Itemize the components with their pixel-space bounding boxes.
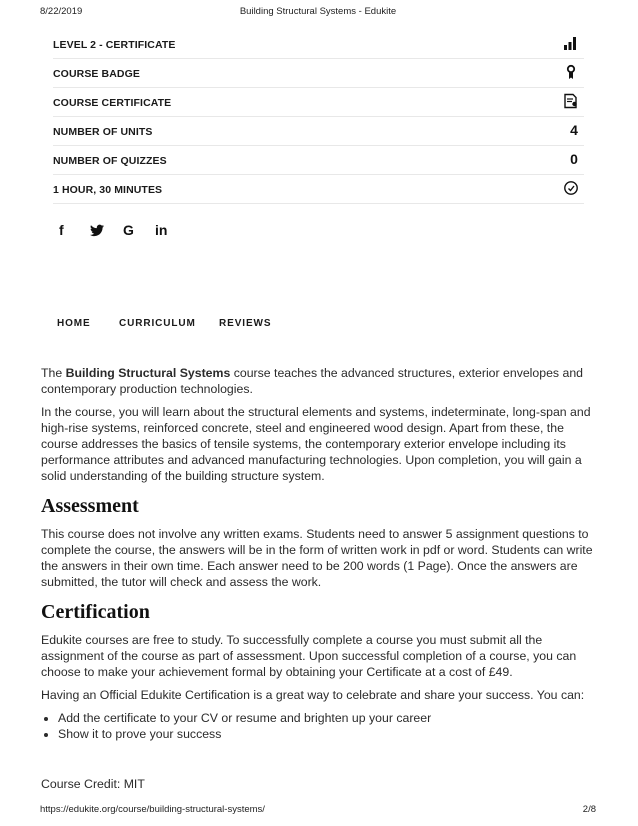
linkedin-icon[interactable]: in (155, 222, 168, 238)
info-row-badge (53, 59, 584, 88)
course-description (41, 365, 593, 742)
duration-label: 1 HOUR, 30 MINUTES (53, 184, 163, 196)
print-footer (40, 804, 596, 818)
tab-reviews[interactable]: REVIEWS (219, 318, 272, 329)
info-row-quizzes (53, 146, 584, 175)
certification-paragraph-1: Edukite courses are free to study. To successfully complete a course you must submit all the assignment of the course as part of assessment. Upon successful completion of a course, you can choose to make your achievement formal by obtaining your Certificate at a cost of £49. (41, 633, 577, 679)
info-row-level (53, 30, 584, 59)
certification-heading: Certification (41, 601, 150, 623)
overview-paragraph: In the course, you will learn about the structural elements and systems, indeterminate, long-span and high-rise systems, reinforced concrete, steel and engineered wood design. Apart from these, the course addresses the basics of tensile systems, the contemporary exterior envelope including its performance attributes and advanced manufacturing technologies. Upon completion, you will gain a solid understanding of the building structure system. (41, 405, 591, 483)
info-row-certificate (53, 88, 584, 117)
course-info-list (53, 30, 584, 204)
print-title: Building Structural Systems - Edukite (239, 6, 397, 17)
bar-chart-icon (563, 35, 579, 51)
clock-icon (563, 180, 579, 196)
badge-label: COURSE BADGE (53, 68, 140, 80)
info-row-units (53, 117, 584, 146)
print-date: 8/22/2019 (40, 6, 83, 17)
assessment-heading: Assessment (41, 495, 139, 517)
google-icon[interactable]: G (123, 222, 134, 238)
info-row-duration (53, 175, 584, 204)
page-url: https://edukite.org/course/building-structural-systems/ (40, 804, 265, 815)
tab-home[interactable]: HOME (57, 318, 91, 329)
quizzes-label: NUMBER OF QUIZZES (53, 155, 167, 167)
tab-curriculum[interactable]: CURRICULUM (119, 318, 196, 329)
page-number: 2/8 (582, 804, 596, 815)
assessment-paragraph: This course does not involve any written exams. Students need to answer 5 assignment questions to complete the course, the answers will be in the form of written work in pdf or word. Students can write the answers in their own time. Each answer need to be 200 words (1 Page). Once the answers are submitted, the tutor will check and assess the work. (41, 527, 593, 589)
list-item: • Show it to prove your success (58, 726, 593, 742)
certificate-label: COURSE CERTIFICATE (53, 97, 172, 109)
twitter-icon[interactable] (90, 224, 104, 237)
certification-benefits-list (41, 710, 593, 742)
units-value: 4 (570, 122, 578, 138)
level-label: LEVEL 2 - CERTIFICATE (53, 39, 176, 51)
course-credit: Course Credit: MIT (41, 777, 145, 791)
badge-icon (563, 64, 579, 80)
course-name: Building Structural Systems (65, 366, 231, 380)
intro-paragraph: The Building Structural Systems course teaches the advanced structures, exterior envelopes and contemporary production technologies. (41, 366, 584, 396)
quizzes-value: 0 (570, 151, 578, 167)
certificate-icon (563, 93, 579, 109)
certification-paragraph-2: Having an Official Edukite Certification is a great way to celebrate and share your success. You can: (41, 688, 585, 702)
facebook-icon[interactable]: f (59, 222, 64, 238)
print-header (40, 6, 596, 20)
list-item: • Add the certificate to your CV or resume and brighten up your career (58, 710, 593, 726)
units-label: NUMBER OF UNITS (53, 126, 153, 138)
